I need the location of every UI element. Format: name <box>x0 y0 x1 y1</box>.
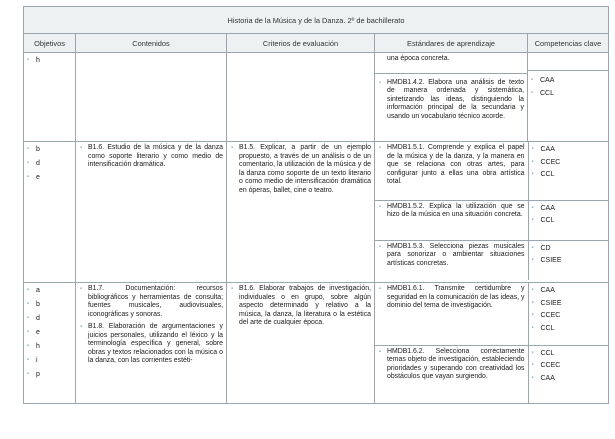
estandar-block <box>375 241 528 271</box>
objetivo-item <box>24 342 75 356</box>
competencia-label: CSIEE <box>540 257 562 264</box>
bullet-icon: ▪ <box>531 77 534 83</box>
header-competencias: Competencias clave <box>528 34 609 53</box>
contenido-text: B1.8. Elaboración de argumentaciones y juicios personales, utilizando el léxico y la terminología específica y general, sobre obras y textos relacionados con la música o la danza, con las corrientes estéti- <box>88 323 223 364</box>
competencia-item <box>529 374 610 387</box>
criterios-cell <box>227 53 375 142</box>
bullet-icon: ▪ <box>231 286 234 292</box>
bullet-icon: ▪ <box>531 349 534 356</box>
header-objetivos: Objetivos <box>24 34 76 53</box>
competencia-item <box>529 286 610 299</box>
criterio-block <box>227 142 374 197</box>
objetivo-label: a <box>36 287 40 294</box>
estandares-cell <box>375 53 528 142</box>
bullet-icon: ▪ <box>27 329 30 335</box>
competencia-item <box>529 158 610 171</box>
competencia-label: CCEC <box>540 158 561 166</box>
bullet-icon: ▪ <box>531 362 534 368</box>
objetivo-item <box>24 328 75 342</box>
estandar-block <box>375 346 528 384</box>
bullet-icon: ▪ <box>27 315 30 321</box>
bullet-icon: ▪ <box>27 146 30 152</box>
estandar-text: HMDB1.6.1. Transmite certidumbre y seguridad en la comunicación de las ideas, y dominio del tema de investigación. <box>387 285 525 309</box>
objetivo-label: b <box>36 146 40 153</box>
objetivo-label: e <box>36 174 40 181</box>
bullet-icon: ▪ <box>379 348 382 355</box>
competencia-label: CCL <box>540 349 555 357</box>
criterios-cell <box>227 142 375 283</box>
estandar-block <box>375 201 528 222</box>
competencia-label: CCL <box>540 89 555 97</box>
competencias-list <box>529 241 610 269</box>
bullet-icon: ▪ <box>379 243 382 250</box>
bullet-icon: ▪ <box>27 174 30 180</box>
criterio-text: B1.6. Elaborar trabajos de investigación, individuales o en grupo, sobre algún aspecto determinado y relativo a la música, la danza, la literatura o la estética del arte de cualquier época. <box>239 285 371 326</box>
estandar-text: HMDB1.6.2. Selecciona correctamente temas objeto de investigación, estableciendo prioridades y superando con creatividad los obstáculos que vayan surgiendo. <box>387 347 525 380</box>
competencias-list <box>528 71 608 101</box>
table-row <box>24 283 609 404</box>
estandar-block <box>375 283 528 313</box>
estandar-cell <box>375 283 528 345</box>
objetivo-label: h <box>36 57 40 64</box>
bullet-icon: ▪ <box>80 286 83 292</box>
bullet-icon: ▪ <box>531 299 534 306</box>
bullet-icon: ▪ <box>531 146 534 152</box>
estandar-cell <box>375 142 528 200</box>
competencias-cell <box>528 283 609 345</box>
competencia-label: CAA <box>540 204 555 212</box>
estandar-text: HMDB1.5.3. Selecciona piezas musicales para sonorizar o ambientar situaciones artísticas concretas. <box>387 242 525 267</box>
competencia-item <box>529 299 610 312</box>
objetivo-label: h <box>36 343 40 350</box>
bullet-icon: ▪ <box>531 158 534 165</box>
table-row <box>24 142 609 283</box>
contenido-block <box>76 283 226 321</box>
bullet-icon: ▪ <box>531 89 534 96</box>
estandar-cell <box>375 345 528 403</box>
objetivos-cell <box>24 53 76 142</box>
competencias-cell <box>528 240 609 280</box>
bullet-icon: ▪ <box>379 145 382 151</box>
bullet-icon: ▪ <box>80 145 83 151</box>
competencia-item <box>529 311 610 324</box>
bullet-icon: ▪ <box>379 79 382 86</box>
competencia-label: CSIEE <box>540 299 562 307</box>
bullet-icon: ▪ <box>80 324 83 330</box>
contenido-text: B1.6. Estudio de la música y de la danza como soporte literario y como medio de intensificación dramática. <box>88 144 223 168</box>
competencias-list <box>529 201 610 229</box>
competencia-label: CCL <box>540 171 555 178</box>
curriculum-table <box>23 6 609 404</box>
competencia-label: CD <box>540 244 551 252</box>
objetivo-item <box>24 314 75 328</box>
competencia-item <box>529 244 610 257</box>
competencia-item <box>529 361 610 374</box>
bullet-icon: ▪ <box>27 57 30 63</box>
objetivo-label: e <box>36 329 40 336</box>
contenidos-cell <box>76 283 227 404</box>
competencias-cell <box>528 53 609 142</box>
objetivos-cell <box>24 142 76 283</box>
estandar-text: HMDB1.4.2. Elabora una análisis de texto de manera ordenada y sistemática, sintetizando las ideas, distinguiendo la información principal de la secundaria y usando un vocabulario técnico acorde. <box>387 78 524 120</box>
contenidos-cell <box>76 142 227 283</box>
header-estandares: Estándares de aprendizaje <box>375 34 528 53</box>
objetivo-item <box>24 286 75 300</box>
objetivo-label: b <box>36 301 40 308</box>
bullet-icon: ▪ <box>531 312 534 318</box>
bullet-icon: ▪ <box>531 257 534 263</box>
competencias-cell <box>528 200 609 240</box>
bullet-icon: ▪ <box>27 287 30 293</box>
criterio-block <box>227 283 374 330</box>
criterio-text: B1.5. Explicar, a partir de un ejemplo propuesto, a través de un análisis o de un comentario, la utilización de la música y de la danza como soporte de un texto literario o como medio de intensificación dramática en óperas, ballet, cine o teatro. <box>239 144 371 194</box>
competencia-item <box>529 204 610 217</box>
bullet-icon: ▪ <box>27 357 30 363</box>
bullet-icon: ▪ <box>531 217 534 223</box>
bullet-icon: ▪ <box>379 203 382 210</box>
objetivos-list <box>24 142 75 187</box>
contenidos-cell <box>76 53 227 142</box>
bullet-icon: ▪ <box>27 301 30 307</box>
bullet-icon: ▪ <box>27 343 30 349</box>
competencia-label: CAA <box>540 77 555 84</box>
competencias-list <box>529 283 610 336</box>
table-row <box>24 53 609 142</box>
estandares-group <box>375 142 609 283</box>
estandar-continuation: una época concreta. <box>387 55 450 62</box>
header-criterios: Criterios de evaluación <box>227 34 375 53</box>
bullet-icon: ▪ <box>531 171 534 177</box>
objetivos-list <box>24 283 75 384</box>
competencia-item <box>529 170 610 183</box>
objetivo-item <box>24 159 75 173</box>
objetivo-label: d <box>36 160 40 167</box>
competencia-item <box>528 76 608 89</box>
competencia-label: CAA <box>540 146 555 153</box>
competencia-label: CCL <box>540 217 555 224</box>
header-contenidos: Contenidos <box>76 34 227 53</box>
bullet-icon: ▪ <box>27 160 30 166</box>
estandar-cell <box>375 200 528 240</box>
competencia-item <box>528 89 608 102</box>
objetivo-label: p <box>36 371 40 378</box>
competencia-label: CCEC <box>540 312 561 319</box>
contenido-block <box>76 142 226 172</box>
competencia-item <box>529 324 610 337</box>
contenido-block <box>76 321 226 368</box>
competencia-label: CAA <box>540 374 555 382</box>
competencia-label: CAA <box>540 287 555 294</box>
bullet-icon: ▪ <box>379 286 382 292</box>
objetivo-label: i <box>36 357 38 364</box>
bullet-icon: ▪ <box>531 244 534 251</box>
competencias-list <box>529 142 610 183</box>
competencias-cell <box>528 142 609 200</box>
objetivos-list <box>24 53 75 70</box>
table-title: Historia de la Música y de la Danza. 2º de bachillerato <box>24 7 609 34</box>
objetivo-item <box>24 145 75 159</box>
estandares-group <box>375 283 609 404</box>
objetivo-item <box>24 56 75 70</box>
competencia-item <box>529 216 610 229</box>
competencia-label: CCEC <box>540 362 561 369</box>
bullet-icon: ▪ <box>531 204 534 211</box>
estandar-text: HMDB1.5.2. Explica la utilización que se hizo de la música en una situación concreta. <box>387 202 525 218</box>
criterios-cell <box>227 283 375 404</box>
objetivo-item <box>24 370 75 384</box>
bullet-icon: ▪ <box>531 324 534 331</box>
bullet-icon: ▪ <box>27 371 30 377</box>
contenido-text: B1.7. Documentación: recursos bibliográficos y herramientas de consulta; fuentes musicales, audiovisuales, iconográficas y sonoras. <box>88 285 223 318</box>
objetivo-label: d <box>36 315 40 322</box>
competencia-item <box>529 145 610 158</box>
estandar-block <box>375 74 527 124</box>
bullet-icon: ▪ <box>531 287 534 293</box>
competencias-list <box>529 346 610 387</box>
estandar-block <box>375 142 528 189</box>
objetivo-item <box>24 173 75 187</box>
objetivos-cell <box>24 283 76 404</box>
objetivo-item <box>24 356 75 370</box>
bullet-icon: ▪ <box>231 145 234 151</box>
estandar-cell <box>375 240 528 280</box>
competencias-cell <box>528 345 609 403</box>
competencia-item <box>529 349 610 362</box>
competencia-item <box>529 256 610 269</box>
bullet-icon: ▪ <box>531 374 534 381</box>
estandar-text: HMDB1.5.1. Comprende y explica el papel de la música y de la danza, y la manera en que se relaciona con otras artes, para configurar junto a ellas una obra artística total. <box>387 144 525 185</box>
competencia-label: CCL <box>540 324 555 332</box>
objetivo-item <box>24 300 75 314</box>
